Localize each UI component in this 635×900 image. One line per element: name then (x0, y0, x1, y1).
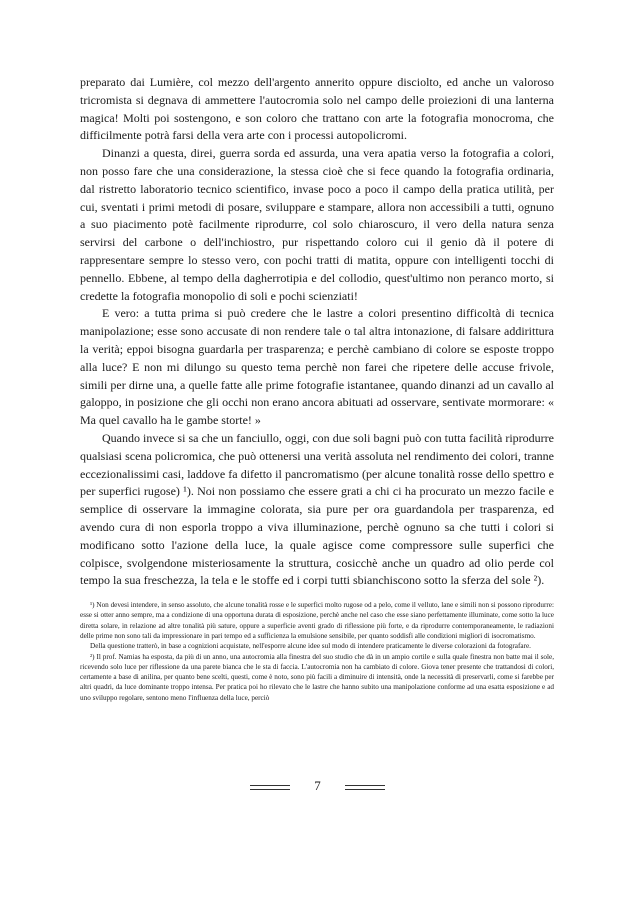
page-number: 7 (314, 778, 321, 793)
paragraph: preparato dai Lumière, col mezzo dell'argento annerito oppure disciolto, ed anche un valoroso tricromista si degnava di ammettere l'autocromia solo nel campo delle proiezioni di una lanterna magica! Molti poi sostengono, e son coloro che trattano con arte la fotografia monocroma, che difficilmente potrà farsi della vera arte con i processi autopolicromi. (80, 75, 554, 143)
footnote: Della questione tratterò, in base a cognizioni acquistate, nell'esporre alcune idee sul modo di intendere praticamente le diverse colorazioni da fotografare. (90, 642, 531, 651)
page-footer (0, 778, 635, 802)
paragraph: Dinanzi a questa, direi, guerra sorda ed assurda, una vera apatia verso la fotografia a colori, non posso fare che una considerazione, la stessa cioè che si fece quando la fotografia ordinaria, dal ristretto laboratorio tecnico scientifico, invase poco a poco il campo della pratica utilità, per cui, sventati i primi metodi di posare, sviluppare e stampare, allora non accessibili a tutti, ognuno a suo piacimento potè facilmente riprodurre, col solo chiaroscuro, il vero della natura senza servirsi del carbone o dell'inchiostro, pur rispettando coloro cui il genio dà il potere di rappresentare sempre lo stesso vero, con pochi tratti di matita, oppure con intelligenti tocchi di pennello. Ebbene, al tempo della dagherrotipia e del collodio, quest'ultimo non peranco morto, si credette la fotografia monopolio di soli e pochi scienziati! (80, 146, 554, 303)
footnote: ²) Il prof. Namias ha esposta, da più di un anno, una autocromia alla finestra del suo studio che dà in un ampio cortile e sulla quale finestra non batte mai il sole, ricevendo solo luce per riflessione da una parete bianca che le sta di faccia. L'autocromia non ha cambiato di colore. Giova tener presente che trattandosi di colori, certamente a base di anilina, per quanto bene scelti, questi, come è noto, sono più facili a diminuire di intensità, onde la necessità di preservarli, come si farebbe per altri quadri, da luce dominante troppo intensa. Per pratica poi ho rilevato che le lastre che hanno subito una manipolazione conforme ad una esatta esposizione e ad uno sviluppo regolare, sentono meno l'influenza della luce, perciò (80, 652, 554, 702)
footnotes (80, 600, 554, 703)
paragraph: Quando invece si sa che un fanciullo, oggi, con due soli bagni può con tutta facilità riprodurre qualsiasi scena policromica, che può ottenersi una verità assoluta nel rendimento dei colori, tranne eccezionalissimi casi, laddove fa difetto il pancromatismo (per alcune tonalità rosse dello spettro e per superfici rugose) ¹). Noi non possiamo che essere grati a chi ci ha procurato un mezzo facile e semplice di osservare la immagine colorata, sia pure per ora guardandola per trasparenza, ed avendo cura di non esporla troppo a viva illuminazione, perchè ognuno sa che tutti i colori si modificano sotto l'azione della luce, la quale agisce come compressore sulle superfici che colpisce, svolgendone misteriosamente la struttura, cosicchè anche un quadro ad olio perde col tempo la sua freschezza, la tela e le stoffe ed i corpi tutti sbianchiscono sotto la sferza del sole ²). (80, 430, 554, 588)
footnote: ¹) Non devesi intendere, in senso assoluto, che alcune tonalità rosse e le superfici molto rugose od a pelo, come il velluto, lane e simili non si possono riprodurre: esse si otter anno sempre, ma a condizione di una opportuna durata di esposizione, perchè anche nel caso che esse siano perfettamente illuminate, come sotto la luce diretta solare, in relazione ad altre tonalità più sature, oppure a superficie aventi grado di riflessione più forte, e da riprodurre contemporaneamente, le radiazioni delle prime non sono tali da impressionare in pari tempo ed a sufficienza la emulsione sensibile, per quanto soddisfi alle condizioni migliori di isocromatismo. (80, 601, 554, 640)
paragraph: E vero: a tutta prima si può credere che le lastre a colori presentino difficoltà di tecnica manipolazione; esse sono accusate di non rendere tale o tal altra intonazione, di falsare addirittura la verità; eppoi bisogna guardarla per trasparenza; e perchè cambiano di colore se esposte troppo alla luce? E non mi dilungo su questo tema perchè non farei che ripetere delle accuse frivole, simili per dirne una, a quelle fatte alle prime fotografie istantanee, quando dinanzi ad un cavallo al galoppo, in posizione che gli occhi non erano ancora abituati ad osservare, sentivate mormorare: « Ma quel cavallo ha le gambe storte! » (80, 306, 554, 428)
page-content (80, 74, 554, 703)
body-text (80, 74, 554, 590)
